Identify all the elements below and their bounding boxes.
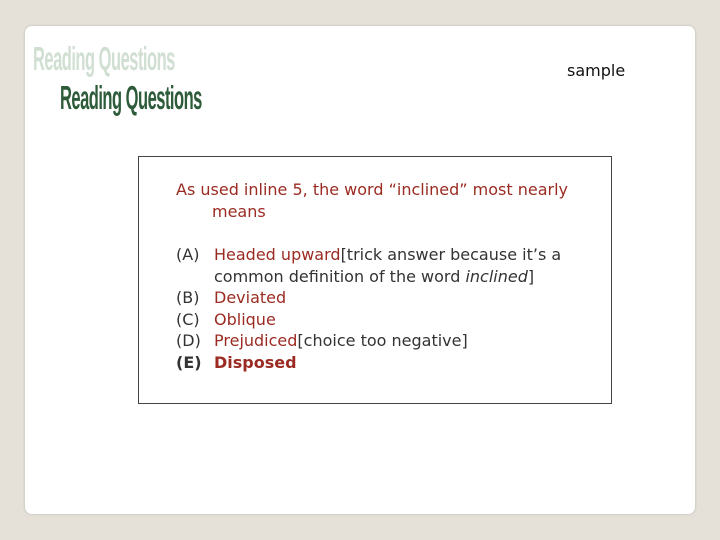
choice-note-text: common definition of the word — [214, 266, 466, 286]
slide — [24, 25, 696, 515]
choice-note: [trick answer because it’s a — [340, 245, 562, 264]
choice-letter: (B) — [176, 288, 200, 307]
choice-answer-correct: Disposed — [214, 352, 297, 372]
choice-answer: Deviated — [214, 288, 287, 307]
question-text — [176, 179, 616, 222]
question-line-1: As used inline 5, the word “inclined” most nearly — [176, 180, 569, 199]
choice-a — [176, 244, 616, 287]
choice-b — [176, 287, 616, 309]
answer-choices — [176, 244, 616, 373]
choice-letter: (E) — [176, 352, 202, 372]
choice-note-emphasis: inclined — [465, 266, 528, 286]
choice-note-close: ] — [527, 266, 535, 286]
page-title: Reading Questions — [60, 79, 202, 116]
choice-note-continued — [176, 266, 616, 288]
choice-answer: Headed upward — [214, 245, 341, 264]
choice-letter: (C) — [176, 309, 200, 329]
question-box — [138, 156, 612, 404]
sample-label: sample — [567, 61, 626, 80]
question-line-2: means — [212, 201, 266, 221]
choice-e — [176, 352, 616, 374]
choice-d — [176, 330, 616, 352]
choice-note: [choice too negative] — [297, 331, 468, 350]
title-shadow: Reading Questions — [33, 40, 175, 77]
choice-c — [176, 309, 616, 331]
question-content — [176, 179, 616, 373]
choice-letter: (A) — [176, 245, 200, 264]
choice-answer: Oblique — [214, 309, 276, 329]
choice-answer: Prejudiced — [214, 331, 298, 350]
choice-letter: (D) — [176, 331, 201, 350]
